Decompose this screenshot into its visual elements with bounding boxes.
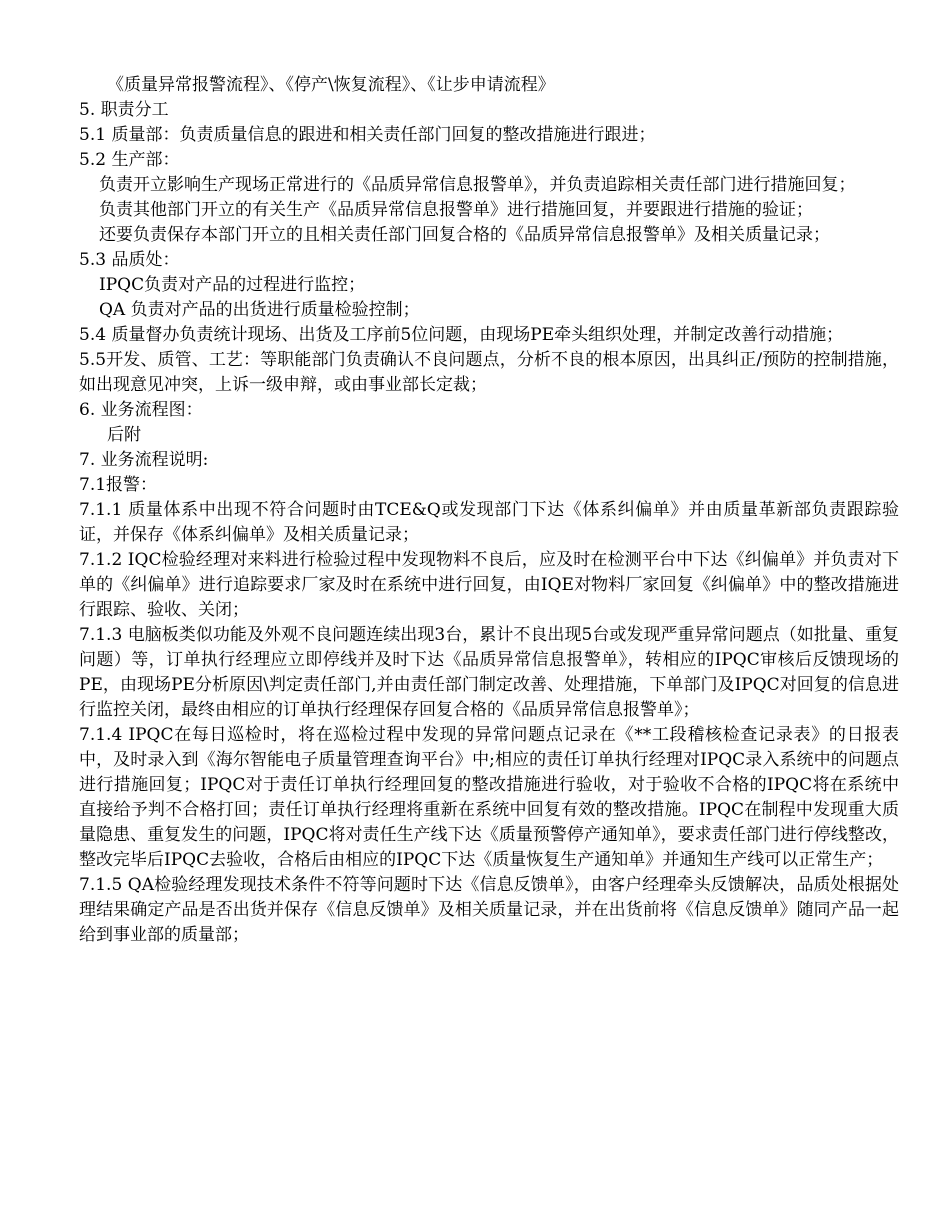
section-5-5: 5.5开发、质管、工艺：等职能部门负责确认不良问题点，分析不良的根本原因，出具纠正/预防的控制措施，如出现意见冲突，上诉一级申辩，或由事业部长定裁；: [79, 350, 899, 395]
section-5-3-heading: 5.3 品质处：: [79, 250, 180, 270]
section-5-2-item-2: 负责其他部门开立的有关生产《品质异常信息报警单》进行措施回复，并要跟进行措施的验证；: [99, 200, 813, 220]
section-5-2-item-3: 还要负责保存本部门开立的且相关责任部门回复合格的《品质异常信息报警单》及相关质量记录；: [99, 225, 830, 245]
section-7-heading: 7. 业务流程说明:: [79, 450, 209, 470]
section-5-1: 5.1 质量部：负责质量信息的跟进和相关责任部门回复的整改措施进行跟进；: [79, 125, 656, 145]
section-5-3-item-2: QA 负责对产品的出货进行质量检验控制；: [99, 300, 420, 320]
section-5-4: 5.4 质量督办负责统计现场、出货及工序前5位问题，由现场PE牵头组织处理，并制定改善行动措施；: [79, 325, 844, 345]
section-5-2-heading: 5.2 生产部：: [79, 150, 180, 170]
section-6-heading: 6. 业务流程图：: [79, 400, 203, 420]
section-5-2-item-1: 负责开立影响生产现场正常进行的《品质异常信息报警单》，并负责追踪相关责任部门进行措施回复；: [99, 175, 856, 195]
section-6-attachment-note: 后附: [107, 425, 141, 445]
section-7-1-1: 7.1.1 质量体系中出现不符合问题时由TCE&Q或发现部门下达《体系纠偏单》并由质量革新部负责跟踪验证，并保存《体系纠偏单》及相关质量记录；: [79, 500, 899, 545]
section-5-heading: 5. 职责分工: [79, 100, 169, 120]
section-7-1-2: 7.1.2 IQC检验经理对来料进行检验过程中发现物料不良后，应及时在检测平台中下达《纠偏单》并负责对下单的《纠偏单》进行追踪要求厂家及时在系统中进行回复，由IQE对物料厂家回复《纠偏单》中的整改措施进行跟踪、验收、关闭；: [79, 550, 899, 620]
section-7-1-4: 7.1.4 IPQC在每日巡检时，将在巡检过程中发现的异常问题点记录在《**工段稽核检查记录表》的日报表中，及时录入到《海尔智能电子质量管理查询平台》中;相应的责任订单执行经理对IPQC录入系统中的问题点进行措施回复；IPQC对于责任订单执行经理回复的整改措施进行验收，对于验收不合格的IPQC将在系统中直接给予判不合格打回；责任订单执行经理将重新在系统中回复有效的整改措施。IPQC在制程中发现重大质量隐患、重复发生的问题，IPQC将对责任生产线下达《质量预警停产通知单》，要求责任部门进行停线整改，整改完毕后IPQC去验收，合格后由相应的IPQC下达《质量恢复生产通知单》并通知生产线可以正常生产；: [79, 725, 899, 870]
process-list-line: 《质量异常报警流程》、《停产\恢复流程》、《让步申请流程》: [107, 75, 555, 95]
document-body: [79, 73, 899, 948]
section-7-1-3: 7.1.3 电脑板类似功能及外观不良问题连续出现3台，累计不良出现5台或发现严重异常问题点（如批量、重复问题）等，订单执行经理应立即停线并及时下达《品质异常信息报警单》，转相应的IPQC审核后反馈现场的PE，由现场PE分析原因\判定责任部门,并由责任部门制定改善、处理措施，下单部门及IPQC对回复的信息进行监控关闭，最终由相应的订单执行经理保存回复合格的《品质异常信息报警单》；: [79, 625, 899, 720]
section-7-1-heading: 7.1报警：: [79, 475, 158, 495]
section-7-1-5: 7.1.5 QA检验经理发现技术条件不符等问题时下达《信息反馈单》，由客户经理牵头反馈解决，品质处根据处理结果确定产品是否出货并保存《信息反馈单》及相关质量记录，并在出货前将《信息反馈单》随同产品一起给到事业部的质量部；: [79, 875, 899, 945]
section-5-3-item-1: IPQC负责对产品的过程进行监控；: [99, 275, 366, 295]
